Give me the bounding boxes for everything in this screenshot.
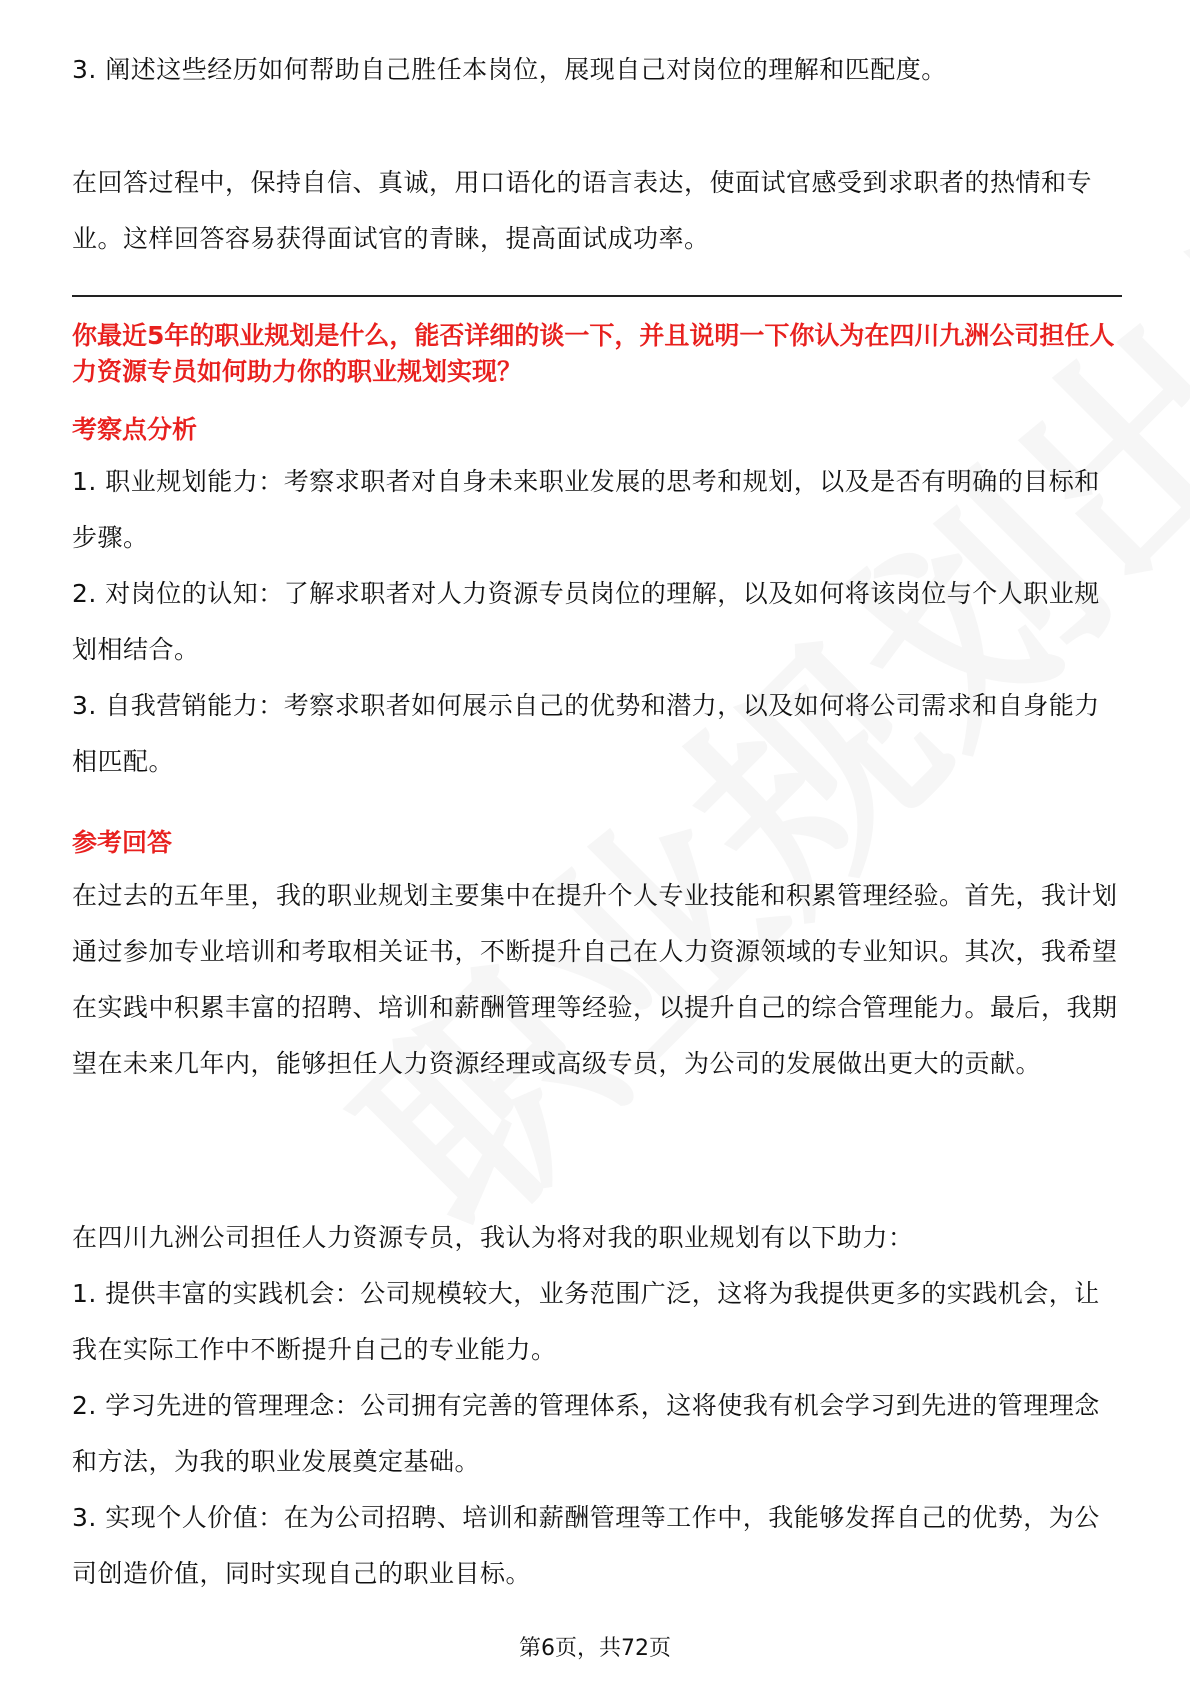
answer-item: 2. 学习先进的管理理念：公司拥有完善的管理体系，这将使我有机会学习到先进的管理理念和方法，为我的职业发展奠定基础。	[72, 1391, 1100, 1476]
answer-heading: 参考回答	[72, 828, 173, 857]
answer-paragraph-2: 在四川九洲公司担任人力资源专员，我认为将对我的职业规划有以下助力：	[72, 1223, 914, 1252]
analysis-item: 3. 自我营销能力：考察求职者如何展示自己的优势和潜力，以及如何将公司需求和自身能力相匹配。	[72, 691, 1100, 776]
analysis-heading: 考察点分析	[72, 415, 198, 444]
intro-point-3: 3. 阐述这些经历如何帮助自己胜任本岗位，展现自己对岗位的理解和匹配度。	[72, 55, 947, 84]
answer-item: 3. 实现个人价值：在为公司招聘、培训和薪酬管理等工作中，我能够发挥自己的优势，为公司创造价值，同时实现自己的职业目标。	[72, 1503, 1100, 1588]
analysis-item: 2. 对岗位的认知：了解求职者对人力资源专员岗位的理解，以及如何将该岗位与个人职业规划相结合。	[72, 579, 1100, 664]
answer-help-list	[72, 1210, 1122, 1602]
answer-text: 在过去的五年里，我的职业规划主要集中在提升个人专业技能和积累管理经验。首先，我计划通过参加专业培训和考取相关证书，不断提升自己在人力资源领域的专业知识。其次，我希望在实践中积累丰富的招聘、培训和薪酬管理等经验，以提升自己的综合管理能力。最后，我期望在未来几年内，能够担任人力资源经理或高级专员，为公司的发展做出更大的贡献。	[72, 881, 1118, 1078]
question-title: 你最近5年的职业规划是什么，能否详细的谈一下，并且说明一下你认为在四川九洲公司担任人力资源专员如何助力你的职业规划实现？	[72, 321, 1115, 386]
analysis-list	[72, 454, 1122, 790]
section-divider	[72, 295, 1122, 297]
page-number: 第6页，共72页	[519, 1636, 671, 1661]
answer-paragraph-1	[72, 868, 1122, 1092]
analysis-item: 1. 职业规划能力：考察求职者对自身未来职业发展的思考和规划，以及是否有明确的目标和步骤。	[72, 467, 1100, 552]
answer-item: 1. 提供丰富的实践机会：公司规模较大，业务范围广泛，这将为我提供更多的实践机会，让我在实际工作中不断提升自己的专业能力。	[72, 1279, 1100, 1364]
intro-closing: 在回答过程中，保持自信、真诚，用口语化的语言表达，使面试官感受到求职者的热情和专业。这样回答容易获得面试官的青睐，提高面试成功率。	[72, 168, 1093, 253]
